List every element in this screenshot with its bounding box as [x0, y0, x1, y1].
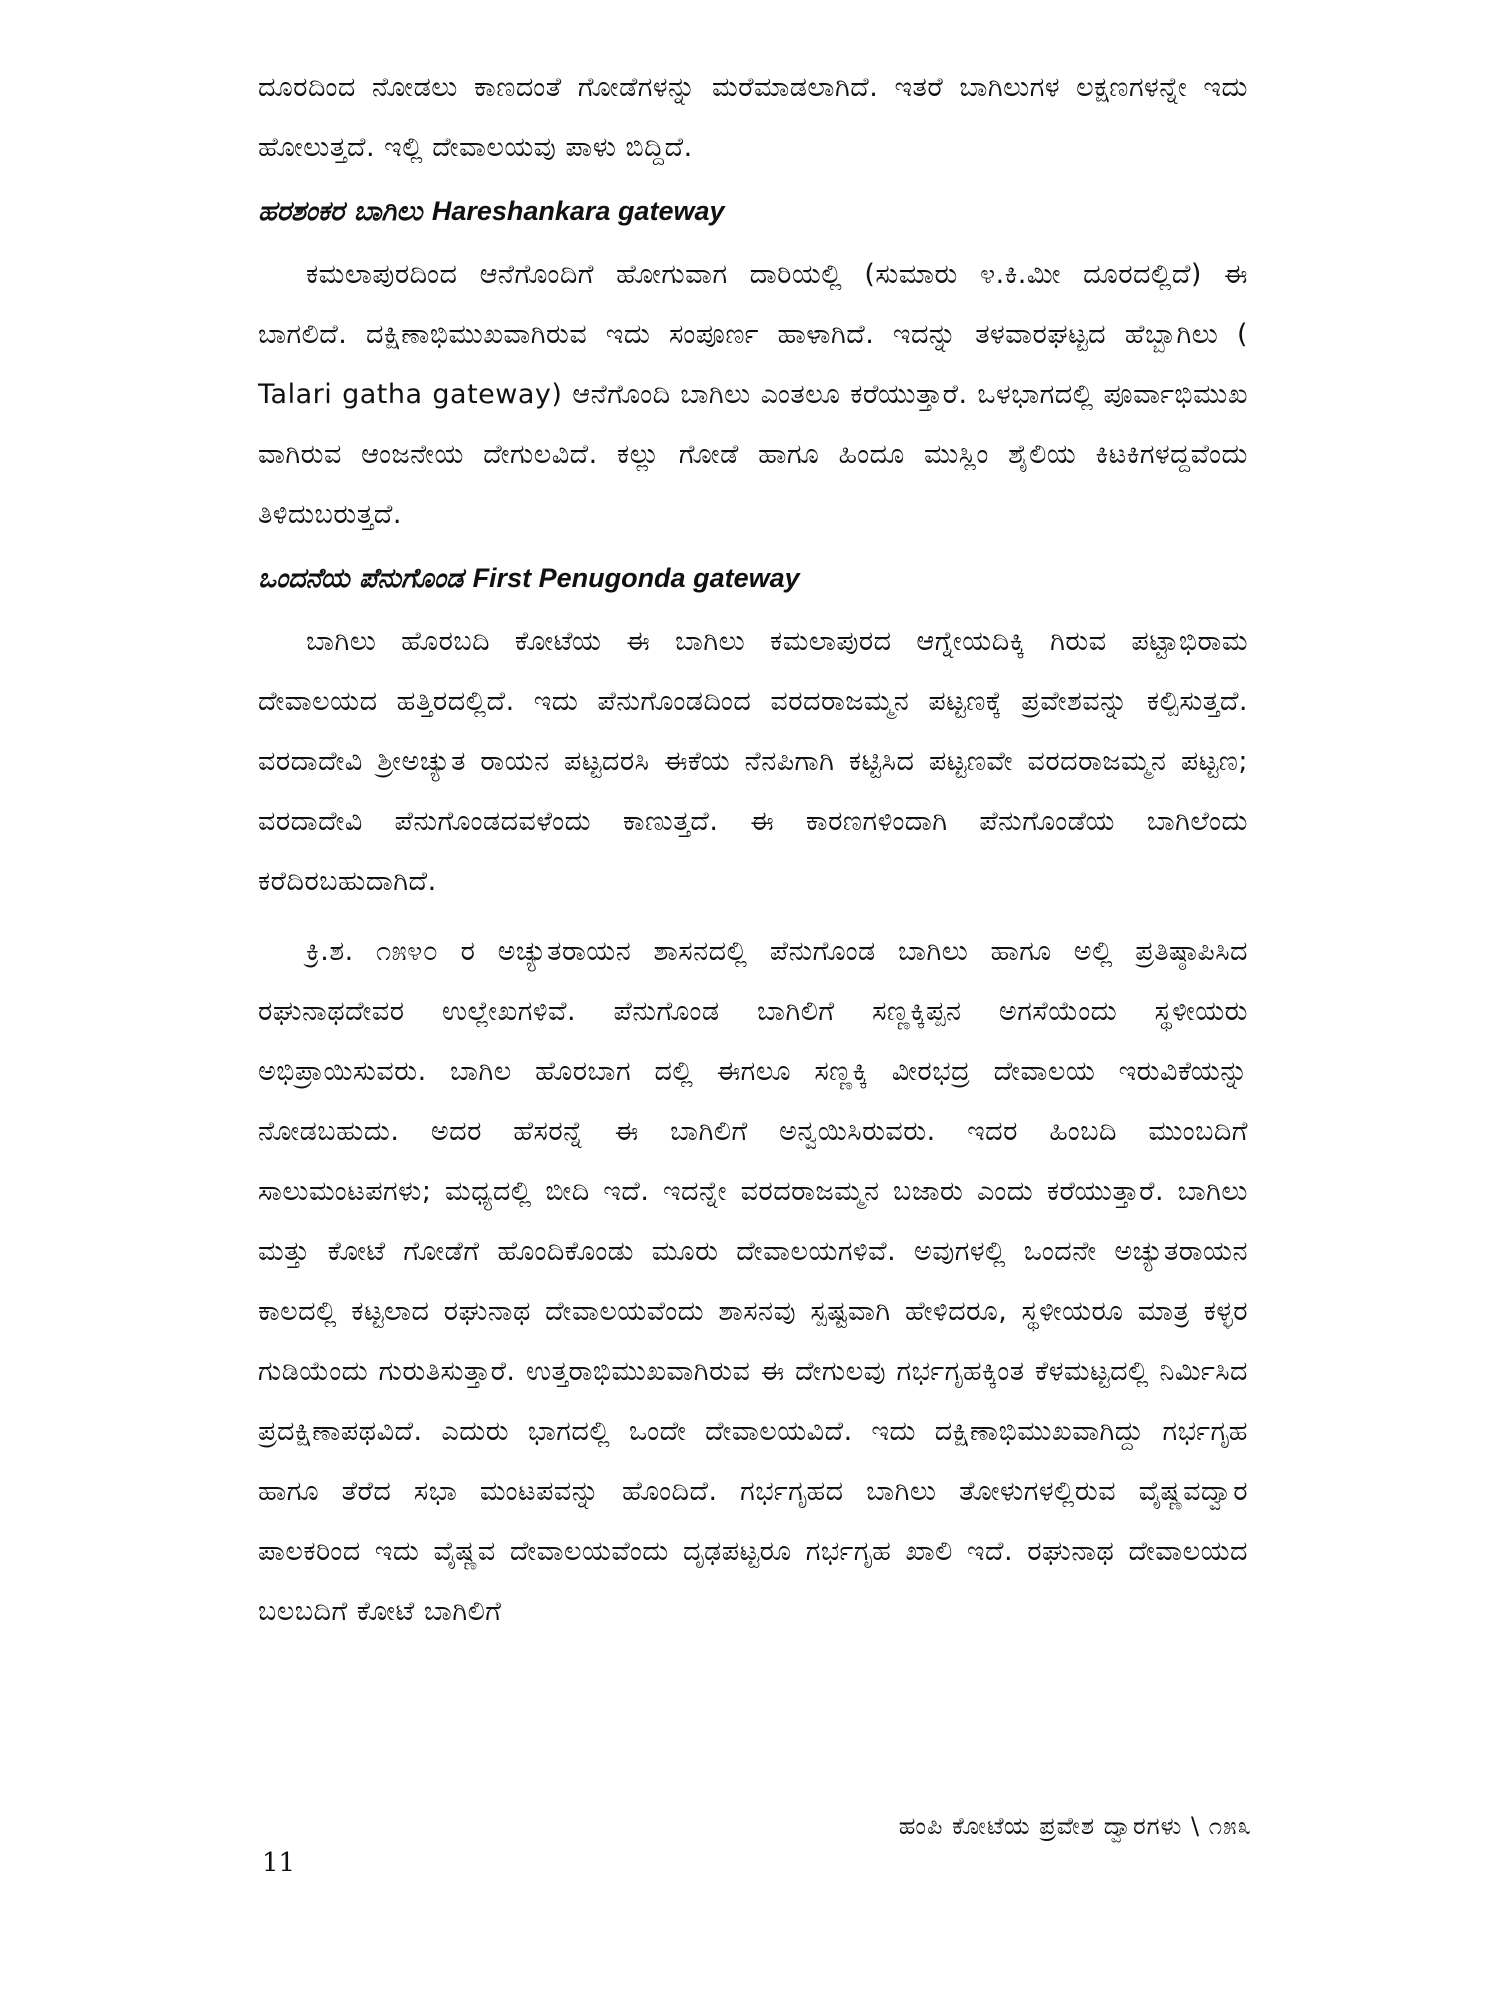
section-heading-penugonda: [258, 549, 1248, 608]
section-heading-hareshankara: [258, 182, 1248, 241]
heading-english: Hareshankara gateway: [431, 196, 725, 226]
running-footer: ಹಂಪಿ ಕೋಟೆಯ ಪ್ರವೇಶ ದ್ವಾರಗಳು \ ೧೫೩: [898, 1812, 1252, 1840]
page-number: 11: [262, 1848, 296, 1878]
paragraph-hareshankara: ಕಮಲಾಪುರದಿಂದ ಆನೆಗೊಂದಿಗೆ ಹೋಗುವಾಗ ದಾರಿಯಲ್ಲಿ (ಸುಮಾರು ೪.ಕಿ.ಮೀ ದೂರದಲ್ಲಿದೆ) ಈ ಬಾಗಲಿದೆ. ದಕ್ಷಿಣಾಭಿಮುಖವಾಗಿರುವ ಇದು ಸಂಪೂರ್ಣ ಹಾಳಾಗಿದೆ. ಇದನ್ನು ತಳವಾರಘಟ್ಟದ ಹೆಬ್ಬಾಗಿಲು ( Talari gatha gateway) ಆನೆಗೊಂದಿ ಬಾಗಿಲು ಎಂತಲೂ ಕರೆಯುತ್ತಾರೆ. ಒಳಭಾಗದಲ್ಲಿ ಪೂರ್ವಾಭಿಮುಖ ವಾಗಿರುವ ಆಂಜನೇಯ ದೇಗುಲವಿದೆ. ಕಲ್ಲು ಗೋಡೆ ಹಾಗೂ ಹಿಂದೂ ಮುಸ್ಲಿಂ ಶೈಲಿಯ ಕಿಟಕಿಗಳದ್ದವೆಂದು ತಿಳಿದುಬರುತ್ತದೆ.: [258, 259, 1248, 530]
paragraph-penugonda-1: ಬಾಗಿಲು ಹೊರಬದಿ ಕೋಟೆಯ ಈ ಬಾಗಿಲು ಕಮಲಾಪುರದ ಆಗ್ನೇಯದಿಕ್ಕಿ ಗಿರುವ ಪಟ್ಟಾಭಿರಾಮ ದೇವಾಲಯದ ಹತ್ತಿರದಲ್ಲಿದೆ. ಇದು ಪೆನುಗೊಂಡದಿಂದ ವರದರಾಜಮ್ಮನ ಪಟ್ಟಣಕ್ಕೆ ಪ್ರವೇಶವನ್ನು ಕಲ್ಪಿಸುತ್ತದೆ. ವರದಾದೇವಿ ಶ್ರೀಅಚ್ಯುತ ರಾಯನ ಪಟ್ಟದರಸಿ ಈಕೆಯ ನೆನಪಿಗಾಗಿ ಕಟ್ಟಿಸಿದ ಪಟ್ಟಣವೇ ವರದರಾಜಮ್ಮನ ಪಟ್ಟಣ; ವರದಾದೇವಿ ಪೆನುಗೊಂಡದವಳೆಂದು ಕಾಣುತ್ತದೆ. ಈ ಕಾರಣಗಳಿಂದಾಗಿ ಪೆನುಗೊಂಡೆಯ ಬಾಗಿಲೆಂದು ಕರೆದಿರಬಹುದಾಗಿದೆ.: [258, 626, 1248, 897]
heading-english: First Penugonda gateway: [472, 563, 800, 593]
heading-kannada: ಹರಶಂಕರ ಬಾಗಿಲು: [258, 196, 423, 227]
paragraph-penugonda-2: ಕ್ರಿ.ಶ. ೧೫೪೦ ರ ಅಚ್ಯುತರಾಯನ ಶಾಸನದಲ್ಲಿ ಪೆನುಗೊಂಡ ಬಾಗಿಲು ಹಾಗೂ ಅಲ್ಲಿ ಪ್ರತಿಷ್ಠಾಪಿಸಿದ ರಘುನಾಥದೇವರ ಉಲ್ಲೇಖಗಳಿವೆ. ಪೆನುಗೊಂಡ ಬಾಗಿಲಿಗೆ ಸಣ್ಣಕ್ಕಿಪ್ಪನ ಅಗಸೆಯೆಂದು ಸ್ಥಳೀಯರು ಅಭಿಪ್ರಾಯಿಸುವರು. ಬಾಗಿಲ ಹೊರಬಾಗ ದಲ್ಲಿ ಈಗಲೂ ಸಣ್ಣಕ್ಕಿ ವೀರಭದ್ರ ದೇವಾಲಯ ಇರುವಿಕೆಯನ್ನು ನೋಡಬಹುದು. ಅದರ ಹೆಸರನ್ನೆ ಈ ಬಾಗಿಲಿಗೆ ಅನ್ವಯಿಸಿರುವರು. ಇದರ ಹಿಂಬದಿ ಮುಂಬದಿಗೆ ಸಾಲುಮಂಟಪಗಳು; ಮಧ್ಯದಲ್ಲಿ ಬೀದಿ ಇದೆ. ಇದನ್ನೇ ವರದರಾಜಮ್ಮನ ಬಜಾರು ಎಂದು ಕರೆಯುತ್ತಾರೆ. ಬಾಗಿಲು ಮತ್ತು ಕೋಟೆ ಗೋಡೆಗೆ ಹೊಂದಿಕೊಂಡು ಮೂರು ದೇವಾಲಯಗಳಿವೆ. ಅವುಗಳಲ್ಲಿ ಒಂದನೇ ಅಚ್ಯುತರಾಯನ ಕಾಲದಲ್ಲಿ ಕಟ್ಟಲಾದ ರಘುನಾಥ ದೇವಾಲಯವೆಂದು ಶಾಸನವು ಸ್ಪಷ್ಟವಾಗಿ ಹೇಳಿದರೂ, ಸ್ಥಳೀಯರೂ ಮಾತ್ರ ಕಳ್ಳರ ಗುಡಿಯೆಂದು ಗುರುತಿಸುತ್ತಾರೆ. ಉತ್ತರಾಭಿಮುಖವಾಗಿರುವ ಈ ದೇಗುಲವು ಗರ್ಭಗೃಹಕ್ಕಿಂತ ಕೆಳಮಟ್ಟದಲ್ಲಿ ನಿರ್ಮಿಸಿದ ಪ್ರದಕ್ಷಿಣಾಪಥವಿದೆ. ಎದುರು ಭಾಗದಲ್ಲಿ ಒಂದೇ ದೇವಾಲಯವಿದೆ. ಇದು ದಕ್ಷಿಣಾಭಿಮುಖವಾಗಿದ್ದು ಗರ್ಭಗೃಹ ಹಾಗೂ ತೆರೆದ ಸಭಾ ಮಂಟಪವನ್ನು ಹೊಂದಿದೆ. ಗರ್ಭಗೃಹದ ಬಾಗಿಲು ತೋಳುಗಳಲ್ಲಿರುವ ವೈಷ್ಣವದ್ವಾರ ಪಾಲಕರಿಂದ ಇದು ವೈಷ್ಣವ ದೇವಾಲಯವೆಂದು ದೃಢಪಟ್ಟರೂ ಗರ್ಭಗೃಹ ಖಾಲಿ ಇದೆ. ರಘುನಾಥ ದೇವಾಲಯದ ಬಲಬದಿಗೆ ಕೋಟೆ ಬಾಗಿಲಿಗೆ: [258, 936, 1248, 1627]
heading-kannada: ಒಂದನೆಯ ಪೆನುಗೊಂಡ: [258, 563, 464, 594]
paragraph-intro: ದೂರದಿಂದ ನೋಡಲು ಕಾಣದಂತೆ ಗೋಡೆಗಳನ್ನು ಮರೆಮಾಡಲಾಗಿದೆ. ಇತರೆ ಬಾಗಿಲುಗಳ ಲಕ್ಷಣಗಳನ್ನೇ ಇದು ಹೋಲುತ್ತದೆ. ಇಲ್ಲಿ ದೇವಾಲಯವು ಪಾಳು ಬಿದ್ದಿದೆ.: [258, 72, 1248, 163]
body-text: [258, 58, 1248, 1642]
